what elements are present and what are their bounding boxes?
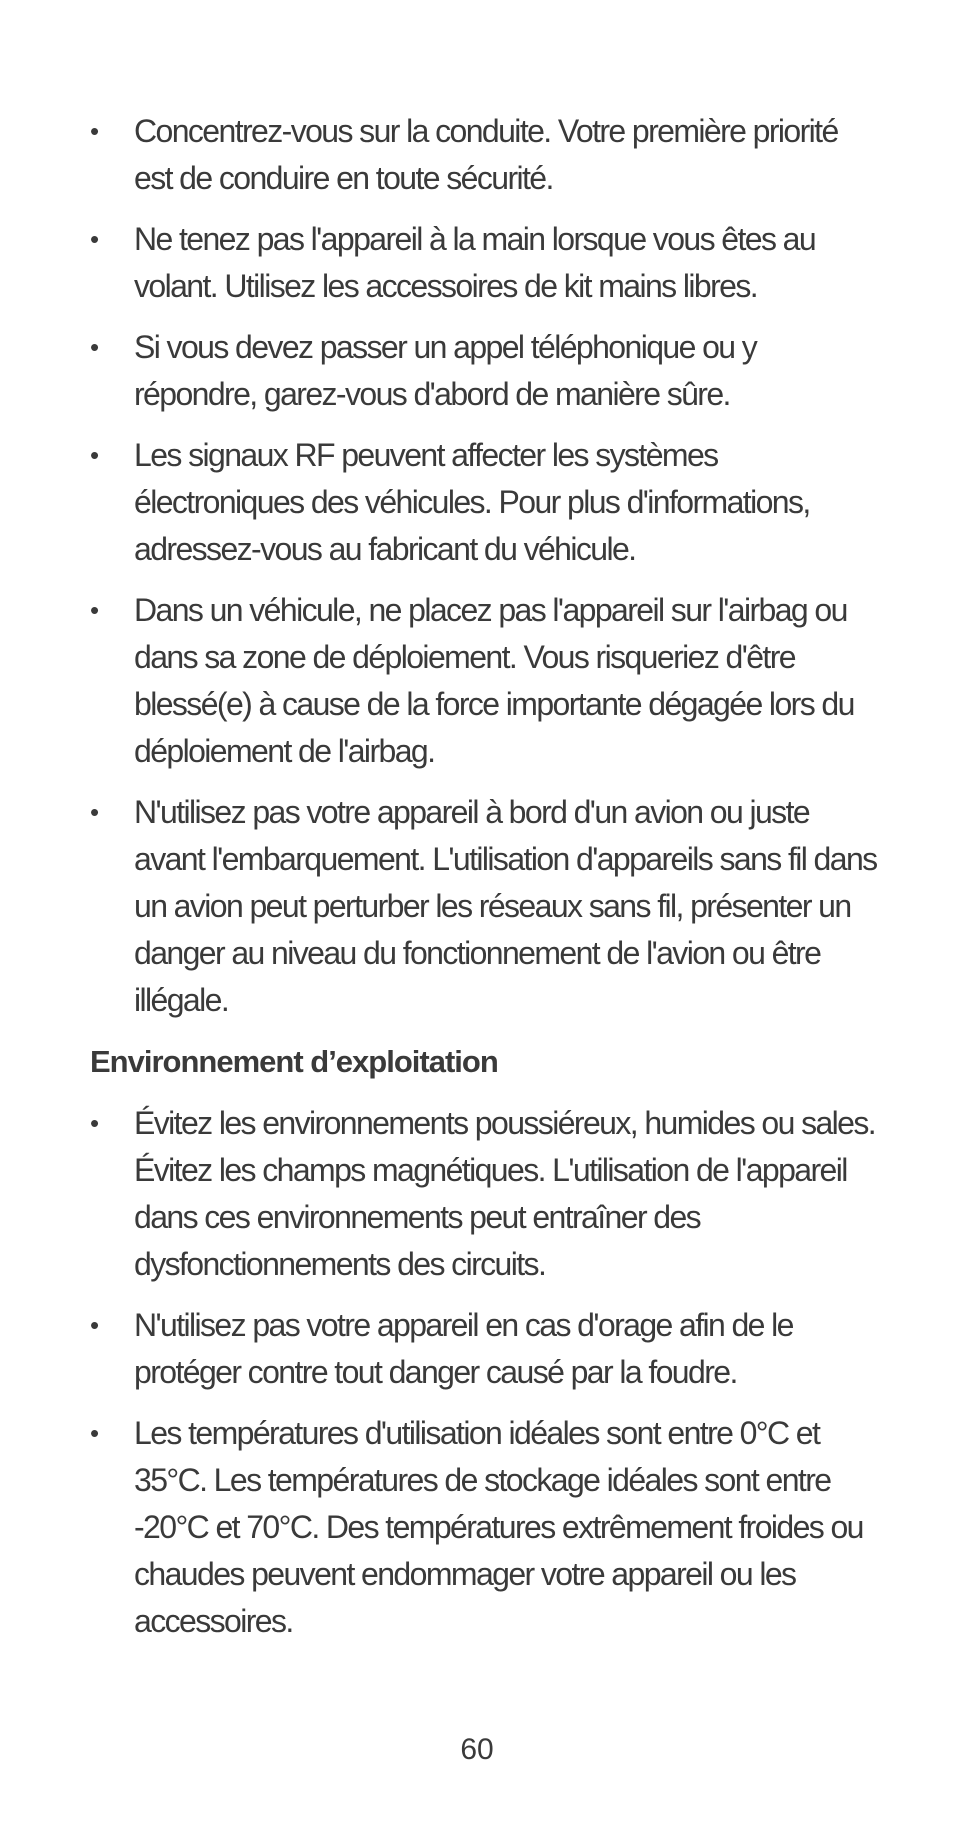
list-item-text: N'utilisez pas votre appareil en cas d'orage afin de le protéger contre tout danger causé par la foudre. — [134, 1307, 793, 1390]
bullet-icon: • — [90, 1418, 100, 1448]
list-item — [90, 1302, 880, 1396]
list-item — [90, 324, 880, 418]
bullet-icon: • — [90, 332, 100, 362]
list-item — [90, 108, 880, 202]
list-item-text: Les signaux RF peuvent affecter les systèmes électroniques des véhicules. Pour plus d'informations, adressez-vous au fabricant du véhicule. — [134, 437, 810, 567]
list-item — [90, 1410, 880, 1645]
list-item — [90, 216, 880, 310]
list-item-text: Dans un véhicule, ne placez pas l'appareil sur l'airbag ou dans sa zone de déploiement. Vous risqueriez d'être blessé(e) à cause de la force importante dégagée lors du déploiement de l'airbag. — [134, 592, 854, 769]
operating-environment-list — [90, 1100, 880, 1645]
list-item-text: Évitez les environnements poussiéreux, humides ou sales. Évitez les champs magnétiques. L'utilisation de l'appareil dans ces environnements peut entraîner des dysfonctionnements des circuits. — [134, 1105, 876, 1282]
list-item — [90, 587, 880, 775]
driving-safety-list — [90, 108, 880, 1024]
bullet-icon: • — [90, 1108, 100, 1138]
page-content — [90, 108, 880, 1659]
page-number: 60 — [460, 1733, 494, 1766]
list-item-text: Concentrez-vous sur la conduite. Votre première priorité est de conduire en toute sécurité. — [134, 113, 838, 196]
bullet-icon: • — [90, 224, 100, 254]
bullet-icon: • — [90, 1310, 100, 1340]
bullet-icon: • — [90, 116, 100, 146]
list-item-text: Ne tenez pas l'appareil à la main lorsque vous êtes au volant. Utilisez les accessoires de kit mains libres. — [134, 221, 816, 304]
bullet-icon: • — [90, 440, 100, 470]
bullet-icon: • — [90, 595, 100, 625]
bullet-icon: • — [90, 797, 100, 827]
list-item-text: N'utilisez pas votre appareil à bord d'un avion ou juste avant l'embarquement. L'utilisation d'appareils sans fil dans un avion peut perturber les réseaux sans fil, présenter un danger au niveau du fonctionnement de l'avion ou être illégale. — [134, 794, 877, 1018]
list-item — [90, 432, 880, 573]
list-item — [90, 1100, 880, 1288]
section-heading: Environnement d’exploitation — [90, 1044, 498, 1079]
list-item — [90, 789, 880, 1024]
list-item-text: Si vous devez passer un appel téléphonique ou y répondre, garez-vous d'abord de manière sûre. — [134, 329, 757, 412]
list-item-text: Les températures d'utilisation idéales sont entre 0°C et 35°C. Les températures de stockage idéales sont entre -20°C et 70°C. Des températures extrêmement froides ou chaudes peuvent endommager votre appareil ou les accessoires. — [134, 1415, 863, 1639]
